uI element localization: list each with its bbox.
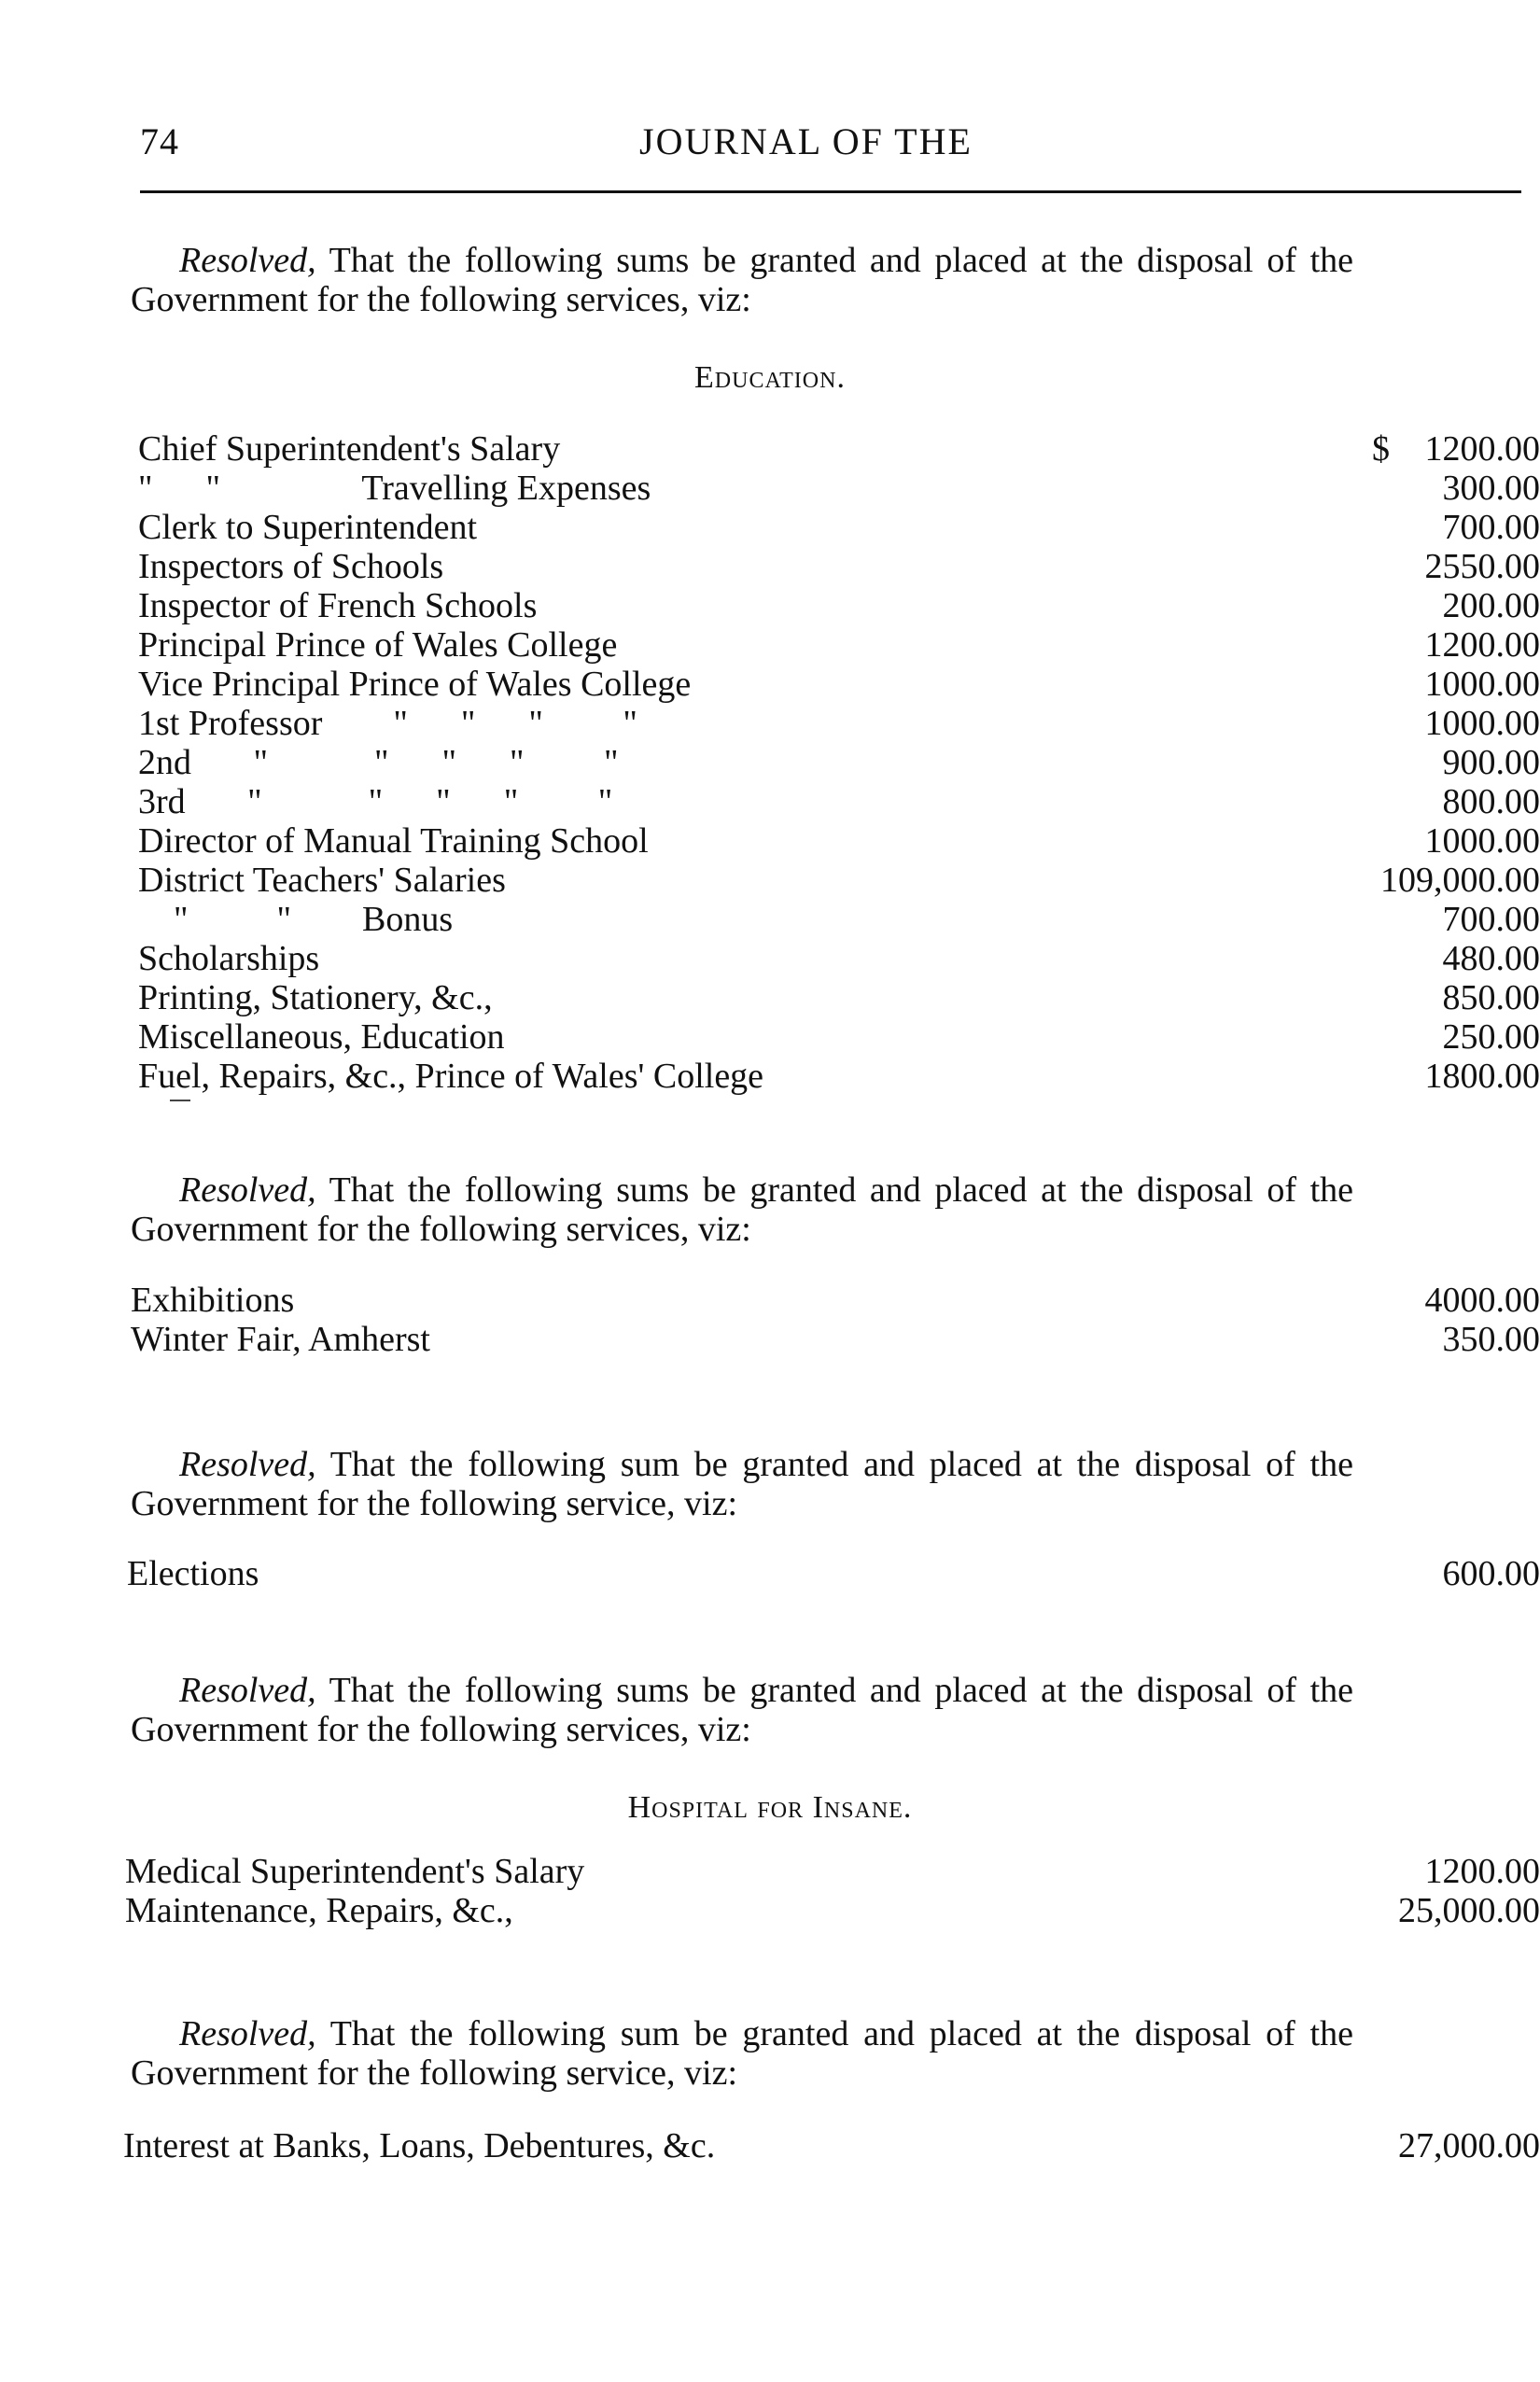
item-label: 3rd " " " " "	[138, 782, 613, 821]
item-amount: 900.00	[1442, 743, 1540, 782]
item-label: 1st Professor " " " "	[138, 704, 637, 743]
list-item	[0, 1281, 1540, 1320]
item-label: Director of Manual Training School	[138, 821, 649, 861]
list-item	[0, 900, 1540, 939]
item-amount: 1200.00	[1424, 429, 1540, 469]
item-amount: 27,000.00	[1398, 2126, 1540, 2165]
exhibition-items	[0, 1281, 1540, 1359]
resolution-paragraph	[131, 1170, 1353, 1249]
item-label: Winter Fair, Amherst	[131, 1320, 430, 1359]
list-item	[0, 939, 1540, 978]
currency-symbol: $	[1372, 429, 1390, 469]
item-amount: 600.00	[1442, 1554, 1540, 1593]
item-amount: 300.00	[1442, 469, 1540, 508]
list-item	[0, 978, 1540, 1017]
list-item	[0, 1852, 1540, 1891]
item-amount: 850.00	[1442, 978, 1540, 1017]
list-item	[0, 821, 1540, 861]
education-items	[0, 429, 1540, 1096]
page-header	[140, 119, 1521, 166]
item-amount: 1000.00	[1424, 821, 1540, 861]
resolved-word: Resolved,	[179, 1671, 316, 1710]
item-label: Inspector of French Schools	[138, 586, 538, 625]
interest-items	[0, 2126, 1540, 2165]
resolution-text: That the following sums be granted and placed at the disposal of the Government for the following services, viz:	[131, 241, 1353, 319]
item-amount: 800.00	[1442, 782, 1540, 821]
item-amount: 109,000.00	[1380, 861, 1540, 900]
item-amount: 4000.00	[1424, 1281, 1540, 1320]
list-item	[0, 665, 1540, 704]
item-label: Clerk to Superintendent	[138, 508, 478, 547]
resolved-word: Resolved,	[179, 1170, 316, 1210]
resolved-word: Resolved,	[179, 1445, 316, 1484]
item-amount: 480.00	[1442, 939, 1540, 978]
list-item	[0, 429, 1540, 469]
item-label: Medical Superintendent's Salary	[125, 1852, 585, 1891]
list-item	[0, 586, 1540, 625]
hospital-items	[0, 1852, 1540, 1930]
item-label: Inspectors of Schools	[138, 547, 444, 586]
resolution-text: That the following sum be granted and placed at the disposal of the Government for the following service, viz:	[131, 2014, 1353, 2093]
resolution-paragraph	[131, 2014, 1353, 2093]
list-item	[0, 1017, 1540, 1057]
item-label: Maintenance, Repairs, &c.,	[125, 1891, 513, 1930]
item-amount: 350.00	[1442, 1320, 1540, 1359]
item-amount: 2550.00	[1424, 547, 1540, 586]
list-item	[0, 2126, 1540, 2165]
item-label: Chief Superintendent's Salary	[138, 429, 561, 469]
section-title-education: Education.	[694, 360, 846, 395]
list-item	[0, 469, 1540, 508]
list-item	[0, 782, 1540, 821]
item-label: Exhibitions	[131, 1281, 295, 1320]
item-amount: 250.00	[1442, 1017, 1540, 1057]
list-item	[0, 508, 1540, 547]
item-label: Scholarships	[138, 939, 320, 978]
list-item	[0, 861, 1540, 900]
item-amount: 1200.00	[1424, 1852, 1540, 1891]
list-item	[0, 1320, 1540, 1359]
list-item	[0, 1891, 1540, 1930]
item-amount: 700.00	[1442, 508, 1540, 547]
list-item	[0, 1057, 1540, 1096]
resolution-paragraph	[131, 1671, 1353, 1749]
list-item	[0, 1554, 1540, 1593]
item-amount: 1200.00	[1424, 625, 1540, 665]
item-amount: 1800.00	[1424, 1057, 1540, 1096]
item-label: Interest at Banks, Loans, Debentures, &c.	[123, 2126, 716, 2165]
item-amount: 25,000.00	[1398, 1891, 1540, 1930]
resolved-word: Resolved,	[179, 2014, 316, 2053]
separator-dash	[170, 1100, 190, 1101]
resolution-paragraph	[131, 241, 1353, 319]
item-amount: 200.00	[1442, 586, 1540, 625]
item-label: " " Travelling Expenses	[138, 469, 651, 508]
item-amount: 700.00	[1442, 900, 1540, 939]
item-label: Principal Prince of Wales College	[138, 625, 618, 665]
page-number: 74	[140, 120, 179, 162]
item-amount: 1000.00	[1424, 665, 1540, 704]
resolved-word: Resolved,	[179, 241, 316, 280]
section-title-hospital: Hospital for Insane.	[627, 1790, 913, 1825]
resolution-text: That the following sum be granted and placed at the disposal of the Government for the following service, viz:	[131, 1445, 1353, 1523]
list-item	[0, 743, 1540, 782]
running-title: JOURNAL OF THE	[639, 120, 973, 162]
resolution-paragraph	[131, 1445, 1353, 1523]
resolution-text: That the following sums be granted and placed at the disposal of the Government for the following services, viz:	[131, 1170, 1353, 1249]
list-item	[0, 704, 1540, 743]
item-label: Vice Principal Prince of Wales College	[138, 665, 692, 704]
item-amount: 1000.00	[1424, 704, 1540, 743]
resolution-text: That the following sums be granted and placed at the disposal of the Government for the following services, viz:	[131, 1671, 1353, 1749]
header-rule	[140, 190, 1521, 193]
item-label: District Teachers' Salaries	[138, 861, 506, 900]
item-label: Fuel, Repairs, &c., Prince of Wales' College	[138, 1057, 764, 1096]
item-label: 2nd " " " " "	[138, 743, 619, 782]
item-label: " " Bonus	[138, 900, 454, 939]
list-item	[0, 625, 1540, 665]
item-label: Printing, Stationery, &c.,	[138, 978, 493, 1017]
elections-items	[0, 1554, 1540, 1593]
item-label: Miscellaneous, Education	[138, 1017, 505, 1057]
item-label: Elections	[127, 1554, 259, 1593]
list-item	[0, 547, 1540, 586]
